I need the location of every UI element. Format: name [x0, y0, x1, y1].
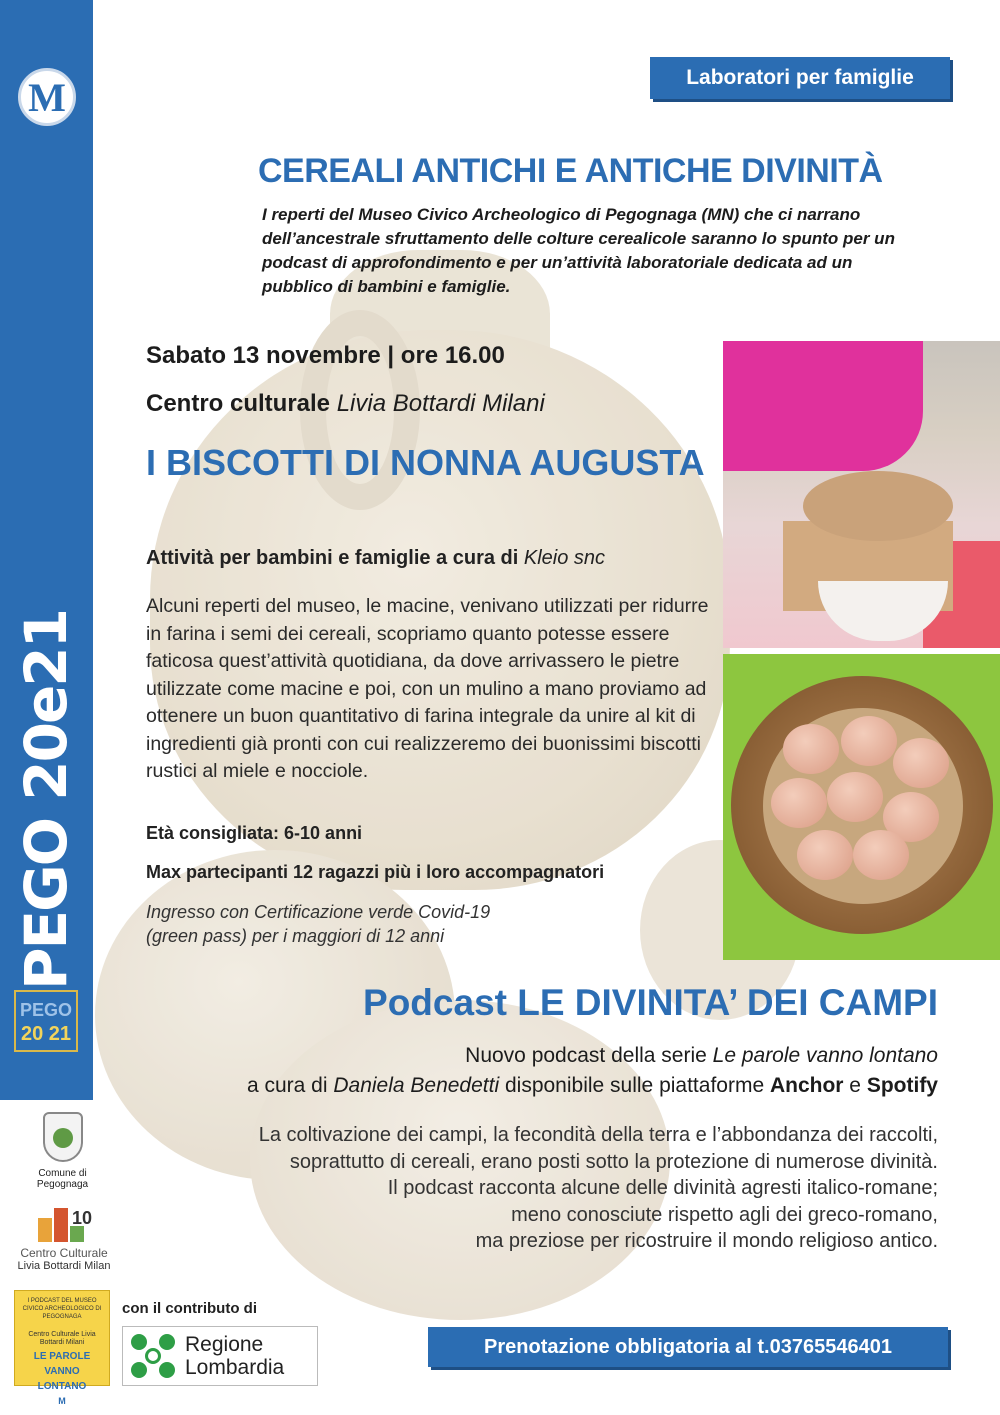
museum-logo-letter: M [28, 74, 66, 120]
platform-anchor: Anchor [769, 1074, 844, 1097]
parole-title-3: LONTANO [37, 1381, 87, 1392]
parole-m-icon: M [55, 1394, 69, 1408]
podcast-subtitle [178, 1041, 938, 1101]
activity-prefix: Attività per bambini e famiglie a cura di [146, 547, 519, 569]
pego-badge-line2: 20 21 [20, 1023, 72, 1045]
regione-line1: Regione [185, 1333, 264, 1356]
regione-line2: Lombardia [185, 1356, 285, 1379]
museum-logo [18, 68, 76, 126]
regione-rose-icon [131, 1334, 175, 1378]
centro-bars-icon [14, 1200, 114, 1242]
centro-culturale-logo [14, 1200, 114, 1272]
activity-organizer [146, 547, 605, 570]
centro-line1: Centro Culturale [20, 1246, 108, 1260]
crest-icon [43, 1112, 83, 1162]
event-place [146, 390, 545, 418]
page-title: CEREALI ANTICHI E ANTICHE DIVINITÀ [258, 152, 883, 190]
event-description: Alcuni reperti del museo, le macine, venivano utilizzati per ridurre in farina i semi dei cereali, scopriamo quanto potesse essere faticosa quest’attività quotidiana, da dove arrivassero le pietre utilizzate come macine e poi, con un mulino a mano proviamo ad ottenere un buon quantitativo di farina integrale da unire al kit di ingredienti già pronti con cui realizzeremo dei buonissimi biscotti rustici al miele e nocciole. [146, 595, 709, 782]
centro-anniversary-number: 10 [72, 1208, 93, 1228]
max-participants: Max partecipanti 12 ragazzi più i loro accompagnatori [146, 862, 605, 882]
category-tag-label: Laboratori per famiglie [686, 66, 914, 89]
podcast-desc-line: soprattutto di cereali, erano posti sotto la protezione di numerose divinità. [289, 1150, 938, 1173]
left-sidebar [0, 0, 93, 1100]
centro-line2: Livia Bottardi Milan [17, 1260, 111, 1272]
comune-name: Comune di Pegognaga [36, 1168, 89, 1190]
podcast-author: Daniela Benedetti [333, 1074, 500, 1097]
event-place-prefix: Centro culturale [146, 390, 331, 417]
podcast-series-name: Le parole vanno lontano [712, 1044, 938, 1067]
podcast-description [138, 1122, 938, 1255]
category-tag [650, 57, 950, 99]
podcast-desc-line: Il podcast racconta alcune delle divinità agresti italico-romane; [387, 1177, 938, 1199]
hand-mill-photo [723, 341, 1000, 648]
activity-org: Kleio snc [523, 547, 606, 569]
podcast-desc-line: meno conosciute rispetto agli dei greco-romano, [511, 1203, 938, 1226]
booking-banner [428, 1327, 948, 1367]
contribution-label: con il contributo di [122, 1300, 257, 1317]
le-parole-vanno-lontano-logo [14, 1290, 110, 1406]
podcast-subtitle-line1: Nuovo podcast della serie Le parole vanno lontano [465, 1044, 938, 1067]
cookies-basket-photo [723, 654, 1000, 960]
intro-paragraph: I reperti del Museo Civico Archeologico di Pegognaga (MN) che ci narrano dell’ancestrale sfruttamento delle colture cerealicole saranno lo spunto per un podcast di approfondimento e per un’attività laboratoriale dedicata ad un pubblico di bambini e famiglie. [262, 205, 895, 296]
greenpass-note [146, 900, 566, 948]
comune-pegognaga-logo [20, 1112, 105, 1190]
regione-lombardia-logo [122, 1326, 318, 1386]
podcast-desc-line: ma preziose per ricostruire il mondo religioso antico. [475, 1230, 938, 1252]
event-title: I BISCOTTI DI NONNA AUGUSTA [146, 442, 705, 483]
parole-mid-text: Centro Culturale Livia Bottardi Milani [28, 1331, 96, 1346]
parole-top-text: I PODCAST DEL MUSEO CIVICO ARCHEOLOGICO DI PEGOGNAGA [22, 1298, 102, 1320]
event-place-name: Livia Bottardi Milani [336, 390, 545, 417]
pego-vertical-title: PEGO 20e21 [12, 610, 80, 990]
podcast-subtitle-line2: a cura di Daniela Benedetti disponibile sulle piattaforme Anchor e Spotify [246, 1074, 938, 1097]
booking-text: Prenotazione obbligatoria al t.03765546401 [484, 1335, 892, 1358]
parole-title-1: LE PAROLE [33, 1351, 91, 1362]
greenpass-line1: Ingresso con Certificazione verde Covid-19 [146, 902, 491, 922]
pego-badge-line1: PEGO [19, 1000, 72, 1020]
podcast-desc-line: La coltivazione dei campi, la fecondità della terra e l’abbondanza dei raccolti, [258, 1124, 938, 1146]
event-date: Sabato 13 novembre | ore 16.00 [146, 342, 505, 369]
parole-title-2: VANNO [44, 1366, 80, 1377]
greenpass-line2: (green pass) per i maggiori di 12 anni [146, 926, 445, 946]
podcast-title: Podcast LE DIVINITA’ DEI CAMPI [363, 982, 938, 1023]
platform-spotify: Spotify [866, 1074, 938, 1097]
recommended-age: Età consigliata: 6-10 anni [146, 823, 363, 843]
